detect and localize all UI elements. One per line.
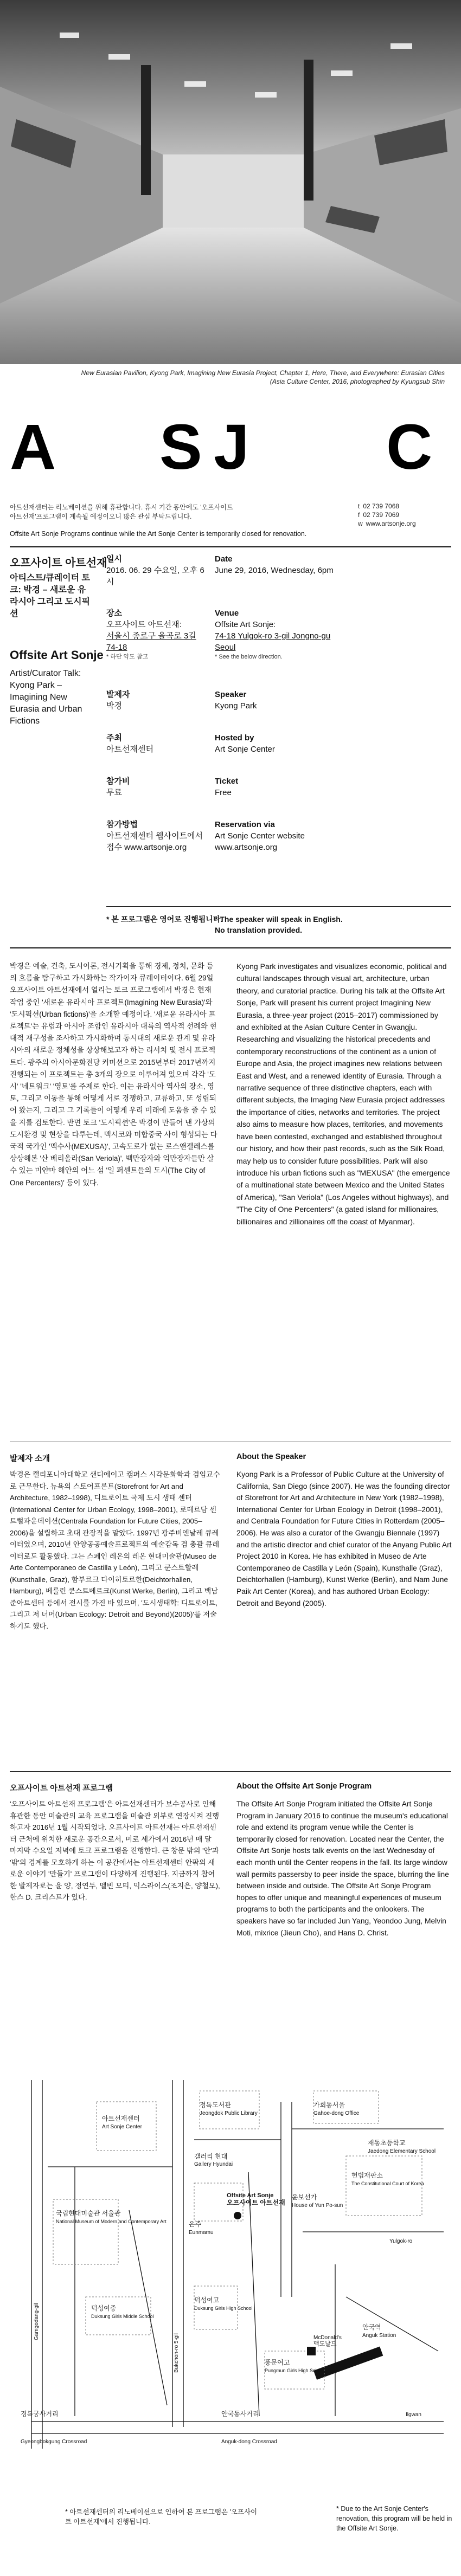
street-label: Yulgok-ro <box>389 2238 413 2244</box>
map-label: Gallery Hyundai <box>194 2161 233 2167</box>
map-label: Eunmamu <box>189 2230 214 2236</box>
fax-label: f <box>358 511 360 519</box>
speaker-bio-en: Kyong Park is a Professor of Public Culture at the University of California, San Diego (since 2007). He was the founding director of Storefront for Art and Architecture in New York (1982–1998), International Center for Urban Ecology in Detroit (1998–2001), and Centrala Foundation for Future Cities in Rotterdam (2005–2006). He was also a curator of the Gwangju Biennale (1997) and the artistic director and chief curator of the Anyang Public Art Project 2010 in Korea. He has exhibited in Museo de Arte Contemporaneo de Castilla y León (Spain), Kunsthalle (Graz), Deichtorhallen (Hamburg), Kunst Werke (Berlin), and Nam June Paik Art Center (Korea), and has authored Urban Ecology: Detroit and Beyond (2005). <box>236 1470 452 1607</box>
ticket-ko: 참가비 무료 <box>106 777 130 797</box>
about-title-en: About the Offsite Art Sonje Program <box>236 1782 372 1791</box>
description-korean: 박경은 예술, 건축, 도시이론, 전시기획을 통해 경제, 정치, 문화 등의 흐름을 탐구하고 가시화하는 작가이자 큐레이터이다. 6월 29일 오프사이트 아트선재에서 열리는 토크 프로그램에서 박경은 현재 작업 중인 '새로운 유라시아 프로젝트(Imagining New Eurasia)'와 '도시픽션(Urban fictions)'을 소개할 예정이다. '새로운 유라시아 프로젝트'는 유럽과 아시아 조합인 유라시아 대륙의 역사적 선례와 현대적 재구성을 조사하고 가시화하며 동시대의 새로운 관계 및 유라시아의 새로운 정체성을 상상해보고자 하는 리서치 및 전시 프로젝트다. 광주의 아시아문화전당 커미션으로 2015년부터 2017년까지 진행되는 이 프로젝트는 총 3개의 장으로 이루어져 있으며 각각 '도시' '네트워크' '영토'를 주제로 한다. 이는 유라시아 역사의 장소, 영토, 그리고 이동을 통해 어떻게 서로 경쟁하고, 교류하고, 또 성립되어 왔는지, 그리고 그 기록들이 어떻게 우리 미래에 도움을 줄 수 있을 지를 검토한다. 반면 토크 '도시픽션'은 박경이 만들어 낸 가상의 도시환경 및 현상을 다루는데, 멕시코와 미합중국 사이 형성되는 다국적 국가인 '멕수사(MEXUSA)', 고속도로가 없는 로스앤젤레스를 상상해본 '산 베리올라(San Veriola)', 백만장자와 억만장자들만 살 수 있는 미얀마 해안의 어느 섬 '일 퍼센트들의 도시(The City of One Percenters)' 등이 있다. <box>10 962 217 1187</box>
pavilion-illustration <box>0 0 461 364</box>
venue-address-ko[interactable]: 서울시 종로구 율곡로 3길 74-18 <box>106 631 196 652</box>
divider <box>10 546 451 547</box>
map-label: Art Sonje Center <box>102 2124 142 2130</box>
map-label: 갤러리 현대 <box>194 2153 228 2160</box>
map-label: National Museum of Modern and Contemporary Art <box>56 2219 167 2224</box>
footnote-korean: * 아트선재센터의 리노베이션으로 인하여 본 프로그램은 '오프사이트 아트선재'에서 진행됩니다. <box>65 2508 258 2526</box>
map-label: 아트선재센터 <box>102 2115 140 2122</box>
host-ko: 주최 아트선재센터 <box>106 733 153 754</box>
hero-photo <box>0 0 461 364</box>
location-map <box>10 2069 451 2491</box>
offsite-location-marker <box>234 2212 241 2219</box>
map-label: 덕성여중 <box>91 2304 117 2312</box>
map-label: 안국동사거리 <box>221 2410 259 2418</box>
speaker-en: Speaker Kyong Park <box>215 690 257 711</box>
map-label: The Constitutional Court of Korea <box>351 2181 424 2186</box>
date-en: Date June 29, 2016, Wednesday, 6pm <box>215 554 334 575</box>
about-body-ko: '오프사이트 아트선재 프로그램'은 아트선재센터가 보수공사로 인해 휴관한 동안 미술관의 교육 프로그램을 미술관 외부로 연장시켜 진행하고자 2016년 1월 시작되었다. 오프사이트 아트선재는 아트선재센터 근처에 위치한 새로운 공간으로서, 미로 세가에서 2016년 매 달 마지막 수요일 저녁에 토크 프로그램을 진행한다. 큰 창문 밖의 '안'과 '밖'의 경계를 모호하게 하는 이 공간에서는 아트선재센터 안팎의 새로운 이야기 '만들기' 프로그램이 다양하게 진행된다. 지금까지 참여한 발제자로는 윤 양, 정연두, 멜빈 모티, 믹스라이스(조지은, 양철모), 한스 D. 크리스트가 있다. <box>10 1800 220 1901</box>
venue-en: Venue Offsite Art Sonje: 74-18 Yulgok-ro 3-gil Jongno-gu Seoul * See the below direction. <box>215 608 345 661</box>
logo-letter-j: J <box>214 411 249 483</box>
map-label: Anguk-dong Crossroad <box>221 2439 277 2445</box>
speaker-bio-ko: 박경은 캘리포니아대학교 샌디에이고 캠퍼스 시각문화학과 겸임교수로 근무한다. 뉴욕의 스토어프론트(Storefront for Art and Architecture, 1982–1998), 디트로이트 국제 도시 생태 센터(International Center for Urban Ecology, 1998–2001), 로테르담 센트럴파운데이션(Centrala Foundation for Future Cities, 2005–2006)을 설립하고 초대 관장직을 맡았다. 1997년 광주비엔날레 큐레이터였으며, 2010년 안양공공예술프로젝트의 예술감독 겸 총괄 큐레이터로도 활동했다. 그는 스페인 레온의 레온 현대미술관(Museo de Arte Contemporaneo de Castilla y León), 그리고 쿤스트할레(Kunsthalle, Graz), 함부르크 다이히토르한(Deichtorhallen, Hamburg), 베를린 쿤스트베르크(Kunst Werke, Berlin), 그리고 백남준아트센터 등에서 전시를 가진 바 있으며, '도시생태학: 디트로이트, 그리고 저 너머(Urban Ecology: Detroit and Beyond)(2005)'를 저술하기도 했다. <box>10 1470 220 1630</box>
caption-text: Kyong Park, Imagining New Eurasia Project, Chapter 1, Here, There, and Everywhere: Eurasian Cities (Asia Culture Center, 2016, photographed by Kyungsub Shin <box>150 369 445 385</box>
ticket-en: Ticket Free <box>215 777 239 797</box>
speaker-title-en: About the Speaker <box>236 1452 306 1461</box>
footnote-english: * Due to the Art Sonje Center's renovation, this program will be held in the Offsite Art Sonje. <box>336 2505 452 2532</box>
map-label: 가회동서울 <box>313 2101 345 2109</box>
map-label: Duksung Girls Middle School <box>91 2314 154 2319</box>
map-label: 정독도서관 <box>200 2101 231 2109</box>
map-label: Pungmun Girls High School <box>265 2368 325 2373</box>
caption-title: New Eurasian Pavilion, <box>81 369 149 377</box>
info-title-korean: 오프사이트 아트선재 <box>10 557 107 569</box>
map-label: 은주 <box>189 2220 202 2228</box>
map-label: McDonald's <box>313 2335 342 2341</box>
logo-letter-c: C <box>386 411 433 483</box>
divider <box>106 906 451 907</box>
website-link[interactable]: www.artsonje.org <box>366 520 416 527</box>
divider <box>10 947 451 948</box>
map-label: 국립현대미술관 서울관 <box>56 2210 121 2217</box>
map-label: Gyeongbokgung Crossroad <box>21 2439 87 2445</box>
map-label: Jaedong Elementary School <box>368 2148 436 2154</box>
reservation-ko: 참가방법 아트선재센터 웹사이트에서 접수 www.artsonje.org <box>106 820 203 852</box>
contact-block <box>358 502 456 528</box>
tel-number: 02 739 7068 <box>363 502 400 510</box>
about-title-ko: 오프사이트 아트선재 프로그램 <box>10 1784 113 1793</box>
info-subtitle-english: Artist/Curator Talk: Kyong Park – Imagining New Eurasia and Urban Fictions <box>10 669 82 726</box>
map-label: Gahoe-dong Office <box>313 2110 360 2116</box>
logo-letter-a: A <box>10 411 56 483</box>
map-label: 경복궁사거리 <box>21 2410 59 2418</box>
fax-number: 02 739 7069 <box>363 511 400 519</box>
map-label: 헌법재판소 <box>351 2172 383 2179</box>
info-subtitle-korean: 아티스트/큐레이터 토크: 박경 – 새로운 유라시아 그리고 도시픽션 <box>10 573 90 618</box>
street-label: Gamgodang-gil <box>34 2303 40 2340</box>
map-label: Ilgwan <box>406 2412 421 2418</box>
tel-label: t <box>358 502 360 510</box>
host-en: Hosted by Art Sonje Center <box>215 733 275 754</box>
map-label: Duksung Girls High School <box>194 2306 253 2311</box>
map-label: 윤보선가 <box>292 2193 317 2201</box>
map-label: 풍문여고 <box>265 2359 290 2366</box>
info-title-english: Offsite Art Sonje <box>10 648 104 662</box>
about-body-en: The Offsite Art Sonje Program initiated the Offsite Art Sonje Program in January 2016 to continue the museum's educational role and extend its program venue while the Center is temporarily closed for renovation. Located near the Center, the Offsite Art Sonje hosts talk events on the last Wednesday of each month until the Center reopens in the fall. Its large window wall permits passersby to peer inside the space, blurring the line between inside and outside. The Offsite Art Sonje Program hopes to offer unique and meaningful experiences of museum programs to both the participants and the onlookers. The speakers have so far included Jun Yang, Yeondoo Jung, Melvin Moti, mixrice (Jieun Cho), and Hans D. Christ. <box>236 1800 449 1937</box>
date-ko: 일시 2016. 06. 29 수요일, 오후 6시 <box>106 554 204 586</box>
venue-address-en[interactable]: 74-18 Yulgok-ro 3-gil Jongno-gu Seoul <box>215 631 331 652</box>
language-note-en: * The speaker will speak in English. No translation provided. <box>215 915 343 934</box>
map-label: 맥도날드 <box>313 2341 337 2347</box>
hero-caption <box>76 369 445 386</box>
logo-letter-s: S <box>159 411 202 483</box>
map-label: 재동초등학교 <box>368 2139 406 2147</box>
map-label: 덕성여고 <box>194 2296 220 2304</box>
notice-english: Offsite Art Sonje Programs continue while the Art Sonje Center is temporarily closed for renovation. <box>10 530 307 538</box>
description-english: Kyong Park investigates and visualizes economic, political and cultural landscapes through visual art, architecture, urban theory, and curatorial practice. During his talk at the Offsite Art Sonje, Park will present his current project Imagining New Eurasia, a three-year project (2015–2017) commissioned by and exhibited at the Asian Culture Center in Gwangju. Researching and visualizing the historical precedents and contemporary reconstructions of the continent as a union of Europe and Asia, the project imagines new relations between East and West, and a renewed identity of Eurasia. Through a narrative sequence of three distinctive chapters, each with different subjects, the Imaging New Eurasia project addresses the importance of cities, networks and territories. The project also aims to measure how places, territories, and movements have been contested, exchanged and established throughout our history, and how their past records, such as the Silk Road, may help us to consider future possibilities. Park will also introduce his urban fictions such as "MEXUSA" (the emergence of a multinational state between Mexico and the United States of America), "San Veriola" (Los Angeles without highways), and "The City of One Percenters" (a gated island for millionaires, billionaires and zillionaires off the coast of Myanmar). <box>236 962 450 1226</box>
reservation-en: Reservation via Art Sonje Center website www.artsonje.org <box>215 820 305 852</box>
map-label-offsite-en: Offsite Art Sonje <box>227 2192 274 2199</box>
map-label: Anguk Station <box>362 2333 396 2339</box>
speaker-title-ko: 발제자 소개 <box>10 1455 50 1463</box>
speaker-ko: 발제자 박경 <box>106 690 130 711</box>
intro-korean: 아트선재센터는 리노베이션을 위해 휴관합니다. 휴시 기간 동안에도 '오프사이트 아트선재'프로그램이 계속될 예정이오니 많은 관심 부탁드립니다. <box>10 503 233 520</box>
map-label: House of Yun Po-sun <box>292 2203 343 2209</box>
map-label: 안국역 <box>362 2323 381 2331</box>
street-label: Bukchon-ro 5-gil <box>174 2333 180 2373</box>
web-label: w <box>358 520 363 527</box>
venue-ko: 장소 오프사이트 아트선재: 서울시 종로구 율곡로 3길 74-18 * 하단 약도 참고 <box>106 608 209 661</box>
map-label: Jeongdok Public Library <box>200 2110 258 2116</box>
subway-icon <box>307 2347 316 2355</box>
map-label-offsite: 오프사이트 아트선재 <box>227 2199 285 2206</box>
divider <box>10 1771 451 1772</box>
language-note-ko: * 본 프로그램은 영어로 진행됩니다. <box>106 915 223 924</box>
